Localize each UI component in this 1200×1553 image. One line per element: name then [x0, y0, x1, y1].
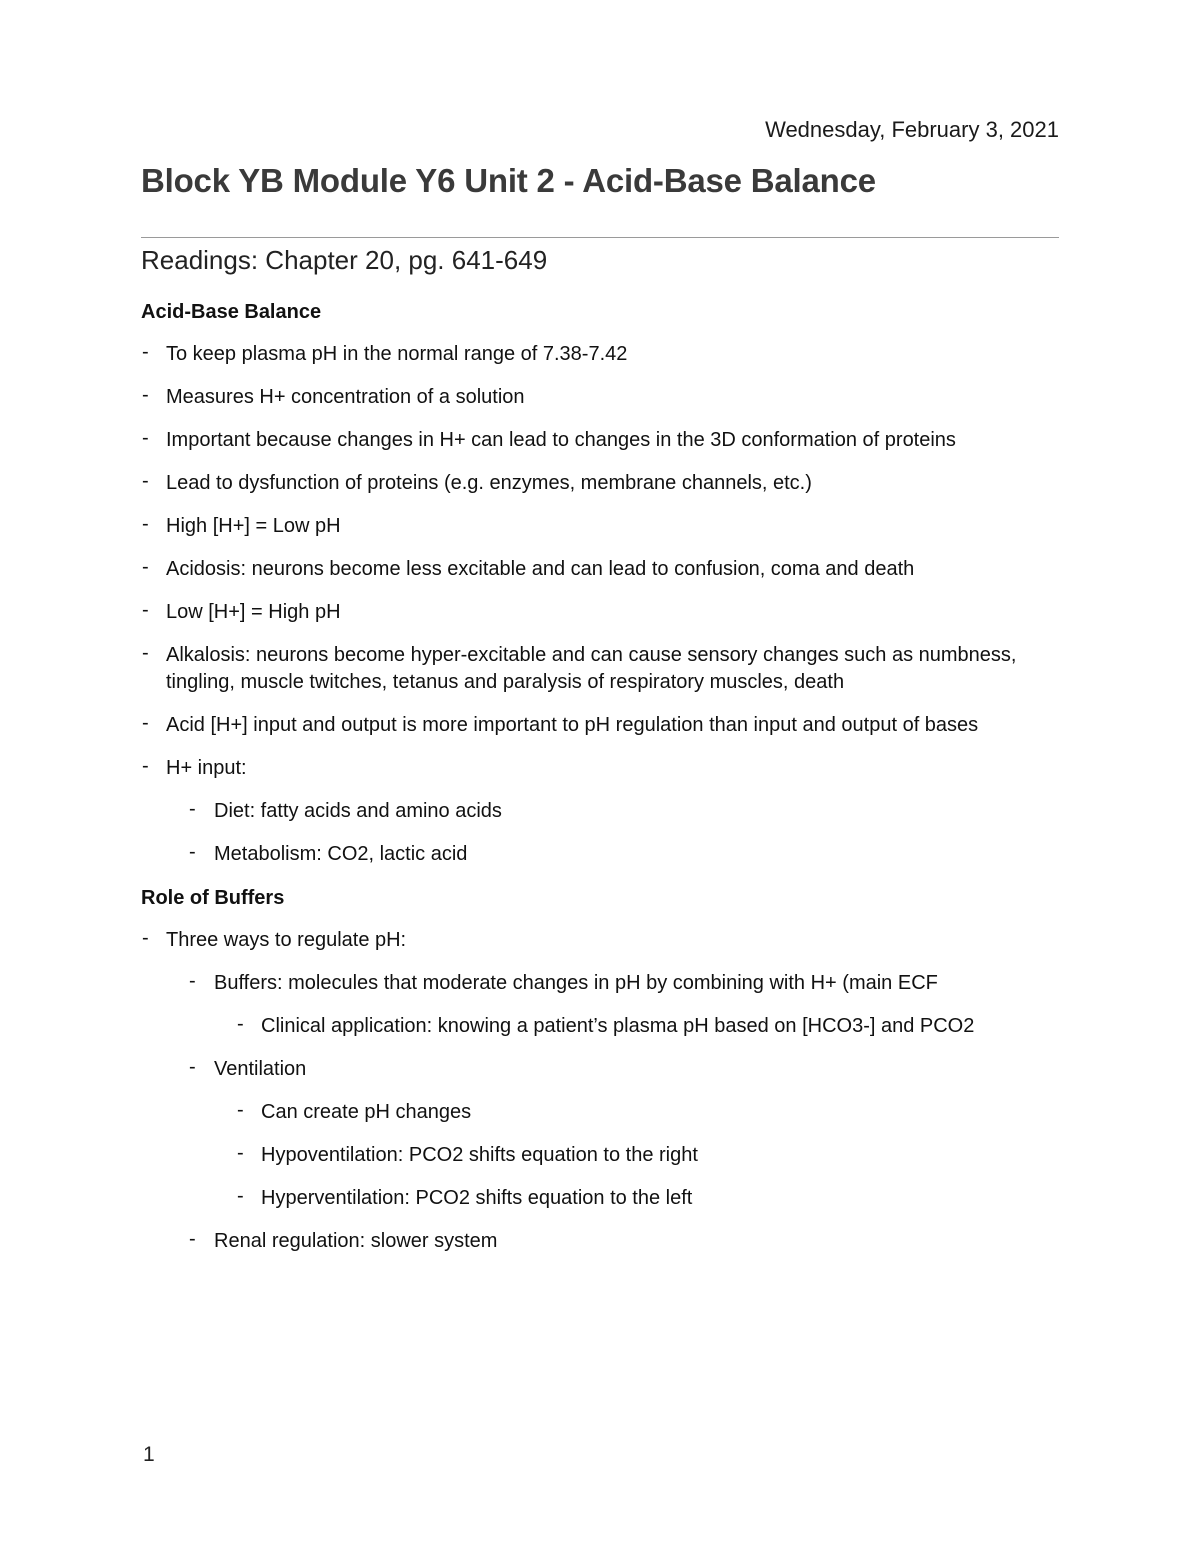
bullet-dash: -	[142, 384, 149, 406]
sub-sub-list-item	[141, 1099, 1071, 1126]
bullet-dash: -	[237, 1142, 244, 1164]
document-date: Wednesday, February 3, 2021	[765, 117, 1059, 142]
list-item	[141, 384, 1071, 411]
list-item-text: Hyperventilation: PCO2 shifts equation to the left	[261, 1187, 693, 1209]
bullet-dash: -	[142, 427, 149, 449]
bullet-dash: -	[237, 1185, 244, 1207]
bullet-dash: -	[142, 712, 149, 734]
sub-sub-list-item	[141, 1185, 1071, 1212]
list-item	[141, 556, 1071, 583]
sub-list-item	[141, 1056, 1071, 1083]
section-heading-acid-base: Acid-Base Balance	[141, 301, 322, 323]
bullet-dash: -	[237, 1013, 244, 1035]
list-item-text: Hypoventilation: PCO2 shifts equation to the right	[261, 1144, 698, 1166]
bullet-dash: -	[189, 970, 196, 992]
list-item-text: Acid [H+] input and output is more important to pH regulation than input and output of bases	[166, 714, 979, 736]
bullet-dash: -	[142, 513, 149, 535]
list-item	[141, 642, 1071, 696]
list-item-text: Metabolism: CO2, lactic acid	[214, 843, 468, 865]
bullet-dash: -	[189, 841, 196, 863]
title-divider	[141, 237, 1059, 238]
list-item-text: Clinical application: knowing a patient’s plasma pH based on [HCO3-] and PCO2	[261, 1015, 975, 1037]
list-item	[141, 341, 1071, 368]
list-item	[141, 427, 1071, 454]
sub-sub-list-item	[141, 1013, 1071, 1040]
sub-list-item	[141, 970, 1071, 997]
bullet-dash: -	[189, 1228, 196, 1250]
bullet-dash: -	[142, 341, 149, 363]
list-item-text: Alkalosis: neurons become hyper-excitable and can cause sensory changes such as numbness, tingling, muscle twitches, tetanus and paralysis of respiratory muscles, death	[166, 644, 1017, 693]
list-item-text: Diet: fatty acids and amino acids	[214, 800, 502, 822]
sub-list-item	[141, 1228, 1071, 1255]
list-item-text: Can create pH changes	[261, 1101, 472, 1123]
list-item	[141, 470, 1071, 497]
list-item	[141, 712, 1071, 739]
notes-body	[141, 298, 1071, 1271]
list-item-text: Important because changes in H+ can lead to changes in the 3D conformation of proteins	[166, 429, 956, 451]
list-item	[141, 599, 1071, 626]
bullet-dash: -	[142, 755, 149, 777]
page-title: Block YB Module Y6 Unit 2 - Acid-Base Balance	[141, 162, 876, 199]
page-number: 1	[143, 1443, 155, 1466]
list-item	[141, 513, 1071, 540]
list-item-text: H+ input:	[166, 757, 247, 779]
list-item-text: Renal regulation: slower system	[214, 1230, 498, 1252]
list-item	[141, 755, 1071, 782]
list-item-text: To keep plasma pH in the normal range of 7.38-7.42	[166, 343, 628, 365]
bullet-dash: -	[237, 1099, 244, 1121]
sub-sub-list-item	[141, 1142, 1071, 1169]
list-item-text: Low [H+] = High pH	[166, 601, 341, 623]
list-item	[141, 927, 1071, 954]
section-heading-buffers: Role of Buffers	[141, 887, 285, 909]
sub-list-item	[141, 798, 1071, 825]
list-item-text: Measures H+ concentration of a solution	[166, 386, 525, 408]
list-item-text: Ventilation	[214, 1058, 307, 1080]
readings-line: Readings: Chapter 20, pg. 641-649	[141, 245, 548, 275]
list-item-text: Three ways to regulate pH:	[166, 929, 407, 951]
list-item-text: Buffers: molecules that moderate changes in pH by combining with H+ (main ECF	[214, 972, 938, 994]
bullet-dash: -	[142, 599, 149, 621]
bullet-dash: -	[142, 470, 149, 492]
bullet-dash: -	[189, 1056, 196, 1078]
list-item-text: Acidosis: neurons become less excitable and can lead to confusion, coma and death	[166, 558, 915, 580]
list-item-text: Lead to dysfunction of proteins (e.g. enzymes, membrane channels, etc.)	[166, 472, 812, 494]
bullet-dash: -	[142, 927, 149, 949]
list-item-text: High [H+] = Low pH	[166, 515, 341, 537]
bullet-dash: -	[142, 642, 149, 664]
bullet-dash: -	[142, 556, 149, 578]
bullet-dash: -	[189, 798, 196, 820]
sub-list-item	[141, 841, 1071, 868]
